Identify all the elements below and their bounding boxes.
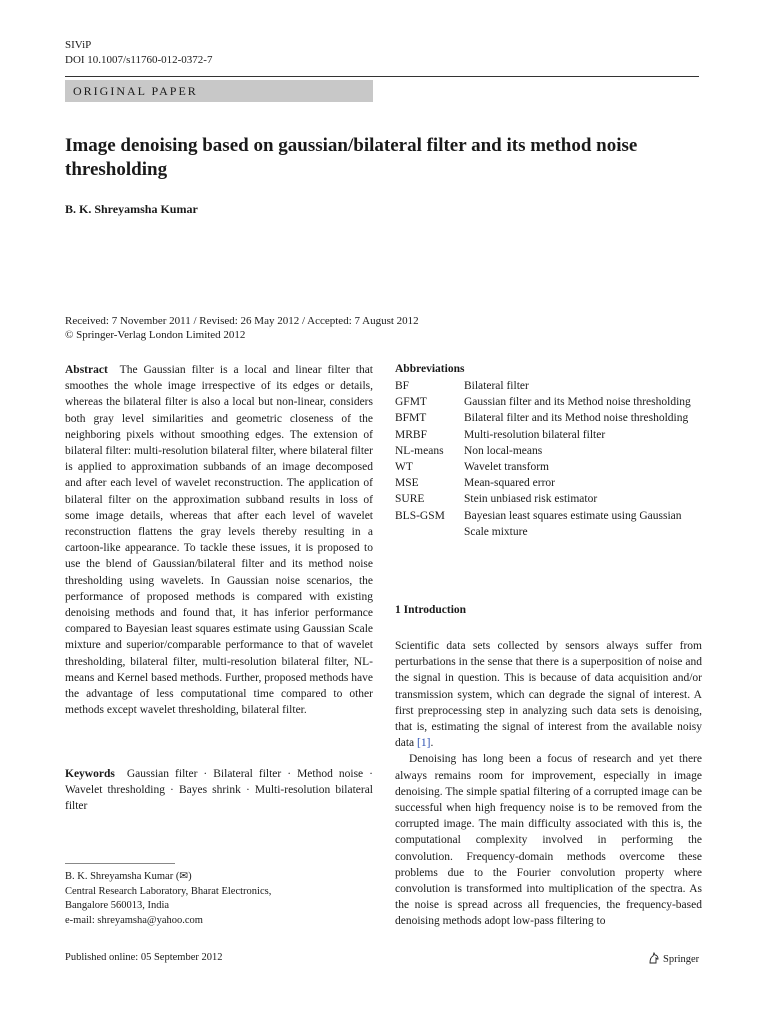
abbreviation-definition: Non local-means bbox=[464, 444, 543, 457]
abbreviation-row bbox=[395, 378, 707, 394]
footnote-rule bbox=[65, 863, 175, 864]
keywords-text: Gaussian filter · Bilateral filter · Method noise · Wavelet thresholding · Bayes shrink · Multi-resolution bilateral filter bbox=[65, 768, 373, 813]
affiliation-email[interactable]: e-mail: shreyamsha@yahoo.com bbox=[65, 914, 203, 926]
citation-link[interactable]: [1] bbox=[417, 737, 431, 750]
author-name: B. K. Shreyamsha Kumar bbox=[65, 202, 198, 216]
abbreviation-term: BFMT bbox=[395, 412, 427, 425]
abbreviations-title: Abbreviations bbox=[395, 363, 465, 375]
abbreviations-list bbox=[395, 378, 707, 540]
header-rule bbox=[65, 76, 699, 77]
publication-history bbox=[65, 314, 419, 342]
published-online: Published online: 05 September 2012 bbox=[65, 952, 223, 963]
abbreviation-row bbox=[395, 427, 707, 443]
abbreviation-row bbox=[395, 394, 707, 410]
abbreviation-term: MRBF bbox=[395, 428, 427, 441]
abstract-label: Abstract bbox=[65, 364, 108, 376]
abbreviation-row bbox=[395, 459, 707, 475]
publisher-name: Springer bbox=[663, 954, 700, 965]
intro-paragraph-1-end: . bbox=[430, 737, 434, 750]
copyright-line: © Springer-Verlag London Limited 2012 bbox=[65, 329, 246, 341]
affiliation-org: Central Research Laboratory, Bharat Electronics, bbox=[65, 885, 272, 897]
abbreviation-term: BF bbox=[395, 380, 410, 392]
abbreviation-term: WT bbox=[395, 461, 413, 474]
abbreviation-term: NL-means bbox=[395, 444, 444, 457]
abstract bbox=[65, 362, 373, 718]
abbreviation-term: MSE bbox=[395, 477, 419, 490]
abbreviation-row bbox=[395, 491, 707, 507]
affiliation-author: B. K. Shreyamsha Kumar (✉) bbox=[65, 871, 192, 882]
abstract-text: The Gaussian filter is a local and linear filter that smoothes the whole image irrespective of its edges or details, whereas the bilateral filter is also a local but non-linear, considers both gray level similarities and geometric closeness of the neighboring pixels without smoothing edges. The extension of bilateral filter: multi-resolution bilateral filter, where bilateral filter is applied to approximation subbands of an image decomposed and after each level of wavelet reconstruction. The application of bilateral filter on the approximation subband results in loss of some image details, whereas that after each level of wavelet reconstruction flattens the gray levels thereby resulting in a cartoon-like appearance. To tackle these issues, it is proposed to use the blend of Gaussian/bilateral filter and its method noise thresholding using wavelets. In Gaussian noise scenarios, the performance of proposed methods is compared with existing denoising methods and found that, it has inferior performance compared to Bayesian least squares estimate using Gaussian Scale mixture and superior/comparable performance to that of wavelet thresholding, bilateral filter, multi-resolution bilateral filter, NL-means and Kernel based methods. Further, proposed methods have the advantage of less computational time compared to other methods except wavelet thresholding, bilateral filter. bbox=[65, 364, 373, 717]
abbreviation-row bbox=[395, 475, 707, 491]
history-dates: Received: 7 November 2011 / Revised: 26 May 2012 / Accepted: 7 August 2012 bbox=[65, 315, 419, 327]
abbreviation-definition: Stein unbiased risk estimator bbox=[464, 493, 598, 506]
article-type-banner bbox=[65, 80, 373, 102]
keywords bbox=[65, 766, 373, 815]
paper-title: Image denoising based on gaussian/bilateral filter and its method noise thresholding bbox=[65, 135, 638, 180]
abbreviation-term: BLS-GSM bbox=[395, 509, 445, 522]
abbreviation-term: SURE bbox=[395, 493, 425, 506]
abbreviation-row bbox=[395, 508, 707, 540]
intro-paragraph-1-text: Scientific data sets collected by sensors always suffer from perturbations in the sense that there is a superposition of noise and the signal in question. This is because of data acquisition and/or transmission system, which can degrade the signal of interest. A first preprocessing step in analyzing such data sets is denoising, that is, estimating the signal of interest from the available noisy data bbox=[395, 640, 702, 750]
doi[interactable]: DOI 10.1007/s11760-012-0372-7 bbox=[65, 54, 213, 66]
abbreviation-definition: Bilateral filter and its Method noise thresholding bbox=[464, 412, 689, 425]
abbreviation-definition: Gaussian filter and its Method noise thresholding bbox=[464, 396, 691, 409]
keywords-label: Keywords bbox=[65, 768, 115, 780]
journal-header bbox=[65, 38, 212, 68]
intro-paragraph-1 bbox=[395, 638, 702, 751]
affiliation-city: Bangalore 560013, India bbox=[65, 900, 170, 911]
article-type-label: ORIGINAL PAPER bbox=[73, 84, 198, 98]
abbreviation-row bbox=[395, 443, 707, 459]
abbreviation-definition: Bilateral filter bbox=[464, 380, 529, 392]
journal-name: SIViP bbox=[65, 39, 92, 51]
section-heading-introduction: 1 Introduction bbox=[395, 604, 467, 616]
affiliation bbox=[65, 870, 373, 928]
springer-horse-icon bbox=[648, 952, 660, 964]
abbreviation-definition: Wavelet transform bbox=[464, 461, 549, 474]
abbreviation-definition: Bayesian least squares estimate using Gaussian Scale mixture bbox=[464, 509, 682, 538]
publisher-mark bbox=[648, 952, 699, 965]
introduction-body bbox=[395, 638, 702, 930]
abbreviation-definition: Mean-squared error bbox=[464, 477, 555, 490]
abbreviation-row bbox=[395, 410, 707, 426]
intro-paragraph-2: Denoising has long been a focus of research and yet there always remains room for improvement, especially in image denoising. The simple spatial filtering of a corrupted image can be successful when high frequency noise is to be removed from the corrupted image. The main difficulty associated with this is, the computational complexity involved in performing the convolution. Frequency-domain methods overcome these problems due to the Fourier convolution property where convolution is transformed into multiplication of the spectra. As the noise is spread across all frequencies, the frequency-based denoising methods adopt low-pass filtering to bbox=[395, 753, 702, 928]
abbreviation-term: GFMT bbox=[395, 396, 427, 409]
abbreviation-definition: Multi-resolution bilateral filter bbox=[464, 428, 606, 441]
